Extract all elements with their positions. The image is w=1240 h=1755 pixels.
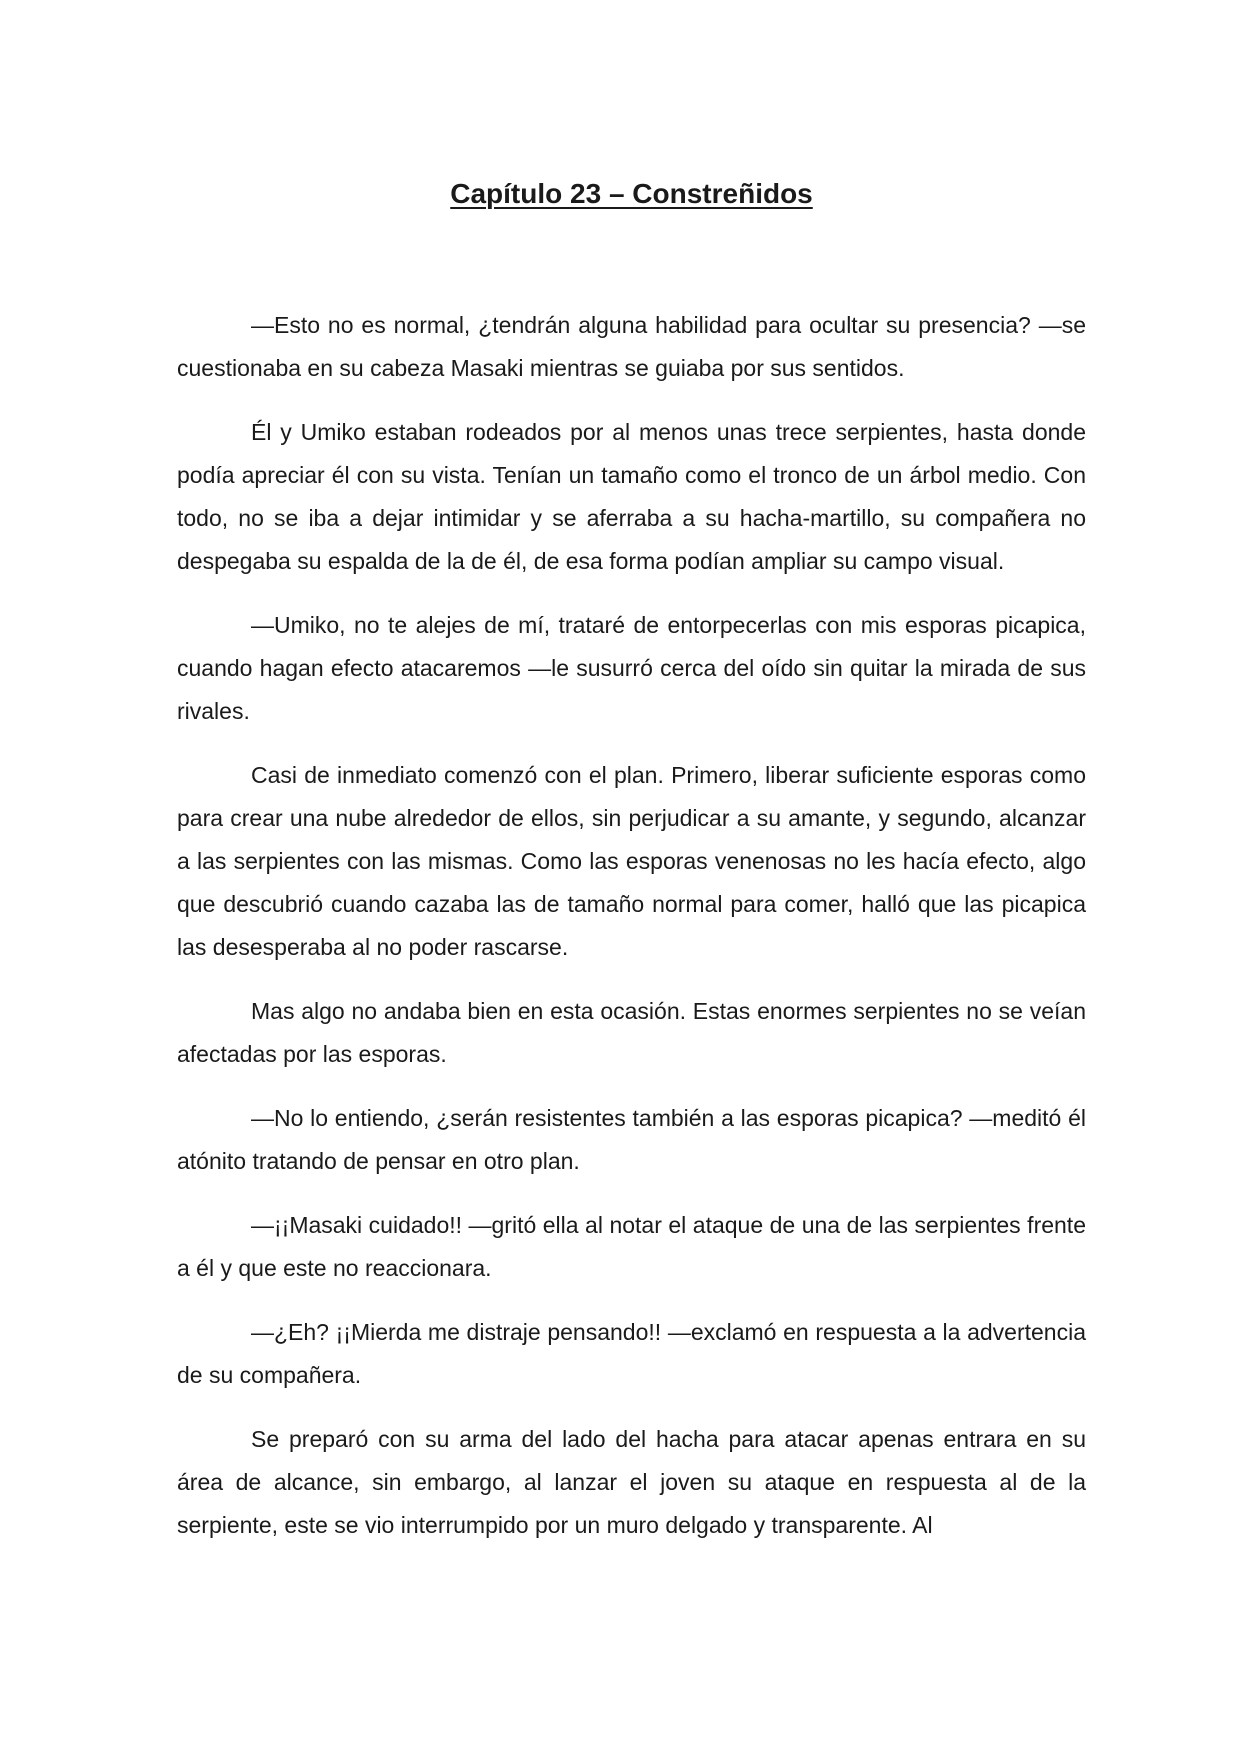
paragraph: —No lo entiendo, ¿serán resistentes también a las esporas picapica? —meditó él atónito tratando de pensar en otro plan.	[177, 1105, 1086, 1174]
paragraph: Mas algo no andaba bien en esta ocasión. Estas enormes serpientes no se veían afectadas por las esporas.	[177, 998, 1086, 1067]
paragraph: —Umiko, no te alejes de mí, trataré de entorpecerlas con mis esporas picapica, cuando hagan efecto atacaremos —le susurró cerca del oído sin quitar la mirada de sus rivales.	[177, 612, 1086, 724]
paragraph: Él y Umiko estaban rodeados por al menos unas trece serpientes, hasta donde podía apreciar él con su vista. Tenían un tamaño como el tronco de un árbol medio. Con todo, no se iba a dejar intimidar y se aferraba a su hacha-martillo, su compañera no despegaba su espalda de la de él, de esa forma podían ampliar su campo visual.	[177, 419, 1086, 574]
chapter-body	[177, 304, 1086, 1547]
document-page	[177, 150, 1086, 1568]
paragraph: —¿Eh? ¡¡Mierda me distraje pensando!! —exclamó en respuesta a la advertencia de su compañera.	[177, 1319, 1086, 1388]
paragraph: —Esto no es normal, ¿tendrán alguna habilidad para ocultar su presencia? —se cuestionaba en su cabeza Masaki mientras se guiaba por sus sentidos.	[177, 312, 1086, 381]
paragraph: Casi de inmediato comenzó con el plan. Primero, liberar suficiente esporas como para crear una nube alrededor de ellos, sin perjudicar a su amante, y segundo, alcanzar a las serpientes con las mismas. Como las esporas venenosas no les hacía efecto, algo que descubrió cuando cazaba las de tamaño normal para comer, halló que las picapica las desesperaba al no poder rascarse.	[177, 762, 1086, 960]
paragraph: Se preparó con su arma del lado del hacha para atacar apenas entrara en su área de alcance, sin embargo, al lanzar el joven su ataque en respuesta al de la serpiente, este se vio interrumpido por un muro delgado y transparente. Al	[177, 1426, 1086, 1538]
chapter-title: Capítulo 23 – Constreñidos	[450, 178, 813, 209]
paragraph: —¡¡Masaki cuidado!! —gritó ella al notar el ataque de una de las serpientes frente a él y que este no reaccionara.	[177, 1212, 1086, 1281]
